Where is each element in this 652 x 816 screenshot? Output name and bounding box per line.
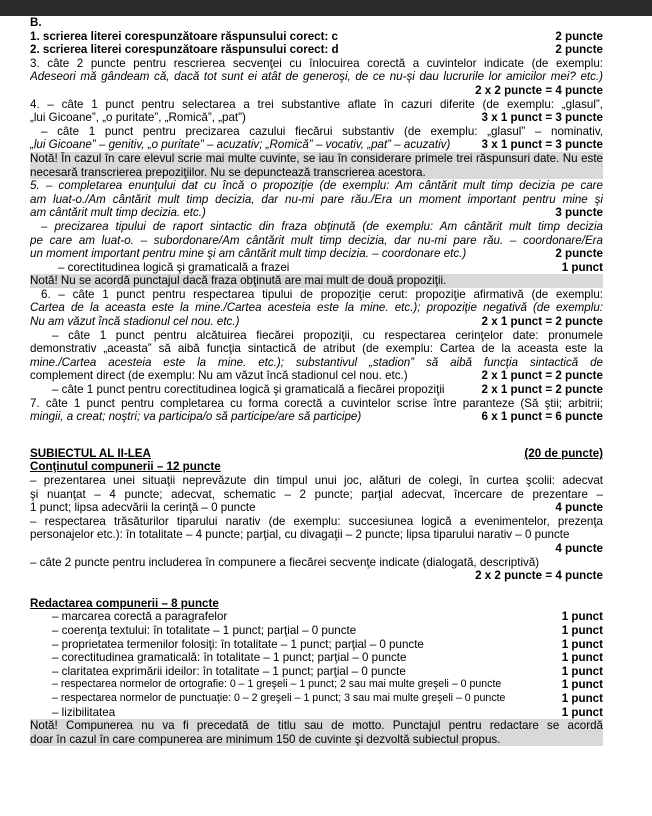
item-4-line-c: – câte 1 punct pentru precizarea cazului fiecărui substantiv (de exemplu: „glasul” – nominativ,: [41, 124, 603, 138]
item-5-line-d: – precizarea tipului de raport sintactic din fraza obţinută (de exemplu: Am cântărit mult timp decizia: [41, 219, 603, 233]
item-3-points: 2 x 2 puncte = 4 puncte: [475, 83, 603, 97]
note-2: Notă! Nu se acordă punctajul dacă fraza obţinută are mai mult de două propoziţii.: [30, 274, 603, 288]
subiect-2-points: (20 de puncte): [524, 446, 603, 460]
item-1: 1. scrierea literei corespunzătoare răspunsului corect: c 2 puncte: [30, 29, 603, 43]
content-1-line-b: şi nuanţat – 4 puncte; adecvat, schematic – 2 puncte; parţial adecvat, încercare de prezentare –: [30, 487, 603, 501]
note-3-line-b: doar în cazul în care compunerea are minimum 150 de cuvinte şi dezvoltă subiectul propus.: [30, 733, 603, 747]
subiect-2-title: SUBIECTUL AL II-LEA: [30, 446, 151, 460]
item-7-line-a: 7. câte 1 punct pentru completarea cu forma corectă a cuvintelor scrise între paranteze (Să ştii; arbitrii;: [30, 396, 603, 410]
item-4-line-b: „lui Gicoane”, „o puritate”, „Romică”, „pat”) 3 x 1 punct = 3 puncte: [30, 111, 603, 125]
content-3-points: 2 x 2 puncte = 4 puncte: [475, 569, 603, 583]
content-2-points: 4 puncte: [555, 541, 603, 555]
item-3-line-a: 3. câte 2 puncte pentru rescrierea secvenţei cu înlocuirea corectă a cuvintelor indicate (de exemplu:: [30, 56, 603, 70]
item-6-line-b: Cartea de la aceasta este la mine./Cartea acesteia este la mine. etc.); propoziţie negativă (de exemplu:: [30, 301, 603, 315]
content-title: Conţinutul compunerii – 12 puncte: [30, 460, 221, 474]
note-1-line-a: Notă! În cazul în care elevul scrie mai multe cuvinte, se iau în considerare primele trei răspunsuri date. Nu este: [30, 151, 603, 165]
item-6-line-e: demonstrativ „aceasta” să aibă funcţia sintactică de atribut (de exemplu: Cartea de la aceasta este la: [30, 342, 603, 356]
viewer-top-bar: [0, 0, 652, 16]
content-3: – câte 2 puncte pentru includerea în compunere a fiecărei secvenţe indicate (dialogată, descriptivă): [30, 555, 540, 569]
item-5-line-b: am luat-o./Am cântărit mult timp decizia, dar nu-mi pare rău./Era un moment important pentru mine şi: [30, 192, 603, 206]
item-6-line-c: Nu am văzut încă stadionul cel nou. etc.) 2 x 1 punct = 2 puncte: [30, 315, 603, 329]
note-3-line-a: Notă! Compunerea nu va fi precedată de titlu sau de motto. Punctajul pentru redactare se acordă: [30, 719, 603, 733]
redact-item: – respectarea normelor de ortografie: 0 – 1 greşeli – 1 punct; 2 sau mai multe greşeli – 0 puncte 1 punct: [52, 678, 603, 692]
redact-item: – corectitudinea gramaticală: în totalitate – 1 punct; parţial – 0 puncte 1 punct: [52, 651, 603, 665]
document-page: [30, 16, 603, 746]
item-6-line-d: – câte 1 punct pentru alcătuirea fiecărei propoziţii, cu respectarea cerinţelor date: pronumele: [52, 328, 603, 342]
content-2-line-a: – respectarea trăsăturilor tiparului narativ (de exemplu: succesiunea logică a evenimentelor, prezenţa: [30, 514, 603, 528]
redact-item: – claritatea exprimării ideilor: în totalitate – 1 punct; parţial – 0 puncte 1 punct: [52, 664, 603, 678]
item-5-line-e: pe care am luat-o. – subordonare/Am cântărit mult timp decizia, dar nu-mi pare rău. – coordonare/Era: [30, 233, 603, 247]
item-5-line-g: – corectitudinea logică şi gramaticală a frazei 1 punct: [58, 260, 603, 274]
item-4-line-a: 4. – câte 1 punct pentru selectarea a trei substantive aflate în cazuri diferite (de exemplu: „glasul”,: [30, 97, 603, 111]
item-5-line-a: 5. – completarea enunţului dat cu încă o propoziţie (de exemplu: Am cântărit mult timp decizia pe care: [30, 179, 603, 193]
item-2: 2. scrierea literei corespunzătoare răspunsului corect: d 2 puncte: [30, 43, 603, 57]
redact-item: – coerenţa textului: în totalitate – 1 punct; parţial – 0 puncte 1 punct: [52, 623, 603, 637]
redact-item: – lizibilitatea 1 punct: [52, 705, 603, 719]
subiect-2-header: [30, 447, 603, 461]
item-6-line-g: complement direct (de exemplu: Nu am văzut încă stadionul cel nou. etc.) 2 x 1 punct = 2 puncte: [30, 369, 603, 383]
redact-item: – respectarea normelor de punctuaţie: 0 – 2 greşeli – 1 punct; 3 sau mai multe greşeli – 0 puncte 1 punct: [52, 691, 603, 705]
item-3-line-b: Adeseori mă gândeam că, dacă tot sunt ei atât de generoşi, de ce nu-şi dau lucrurile lor amicilor mei? etc.): [30, 70, 603, 84]
item-4-line-d: „lui Gicoane” – genitiv, „o puritate” – acuzativ; „Romică” – vocativ, „pat” – acuzativ) 3 x 1 punct = 3 puncte: [30, 138, 603, 152]
note-1-line-b: necesară transcrierea prepoziţiilor. Nu se depunctează transcrierea acestora.: [30, 166, 603, 180]
content-1-line-a: – prezentarea unei situaţii neprevăzute din timpul unui joc, alături de colegi, în curtea şcolii: adecvat: [30, 474, 603, 487]
redact-item: – proprietatea termenilor folosiţi: în totalitate – 1 punct; parţial – 0 puncte 1 punct: [52, 637, 603, 651]
item-5-line-c: am cântărit mult timp decizia. etc.) 3 puncte: [30, 206, 603, 220]
redact-title: Redactarea compunerii – 8 puncte: [30, 596, 219, 610]
item-6-line-f: mine./Cartea acesteia este la mine. etc.); substantivul „stadion” să aibă funcţia sintactică de: [30, 355, 603, 369]
redact-item: – marcarea corectă a paragrafelor 1 punct: [52, 610, 603, 624]
redact-list: [30, 610, 603, 719]
content-1-line-c: 1 punct; lipsa adecvării la cerinţă – 0 puncte 4 puncte: [30, 501, 603, 515]
item-6-line-h: – câte 1 punct pentru corectitudinea logică şi gramaticală a fiecărei propoziţii 2 x 1 punct = 2 puncte: [52, 383, 603, 397]
item-7-line-b: mingii, a creat; noştri; va participa/o să participe/are să participe) 6 x 1 punct = 6 puncte: [30, 410, 603, 424]
item-5-line-f: un moment important pentru mine şi am cântărit mult timp decizia. – coordonare etc.) 2 puncte: [30, 247, 603, 261]
content-2-line-b: personajelor etc.): în totalitate – 4 puncte; parţial, cu divagaţii – 2 puncte; lipsa tiparului narativ – 0 puncte: [30, 528, 570, 542]
item-6-line-a: 6. – câte 1 punct pentru respectarea tipului de propoziţie cerut: propoziţie afirmativă (de exemplu:: [41, 287, 603, 301]
section-b-title: B.: [30, 16, 42, 29]
